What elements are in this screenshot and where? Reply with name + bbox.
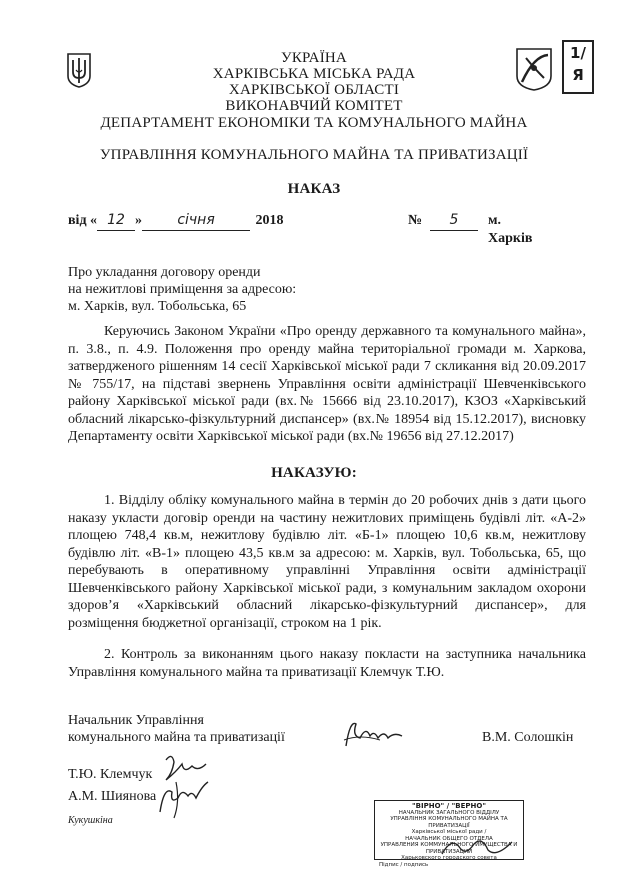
order-item-1: 1. Відділу обліку комунального майна в термін до 20 робочих днів з дати цього наказу укласти договір оренди на частину нежитлових приміщень будівлі літ. «А-2» площею 748,4 кв.м, нежитлову будівлю літ. «Б-1» площею 10,6 кв.м, нежитлову будівлю літ. «В-1» площею 43,5 кв.м за адресою: м. Харків, вул. Тобольська, 65, що перебувають в оперативному управлінні Управління освіти адміністрації Шевченківського району Харківської міської ради, з комунальним закладом охорони здоров’я «Харківський обласний лікарсько-фізкультурний диспансер», для розміщення бюджетної організації, строком на 1 рік. bbox=[68, 493, 586, 631]
stamp-line-4: НАЧАЛЬНИК ОБЩЕГО ОТДЕЛА bbox=[405, 835, 493, 842]
order-number: 5 bbox=[430, 212, 478, 231]
stamp-signature-label: Підпис / подпись bbox=[379, 861, 429, 868]
approval-name-1: Т.Ю. Клемчук bbox=[68, 767, 153, 782]
subject-line-3: м. Харків, вул. Тобольська, 65 bbox=[68, 299, 247, 314]
subject-line-2: на нежитлові приміщення за адресою: bbox=[68, 282, 297, 297]
header-department: ДЕПАРТАМЕНТ ЕКОНОМІКИ ТА КОМУНАЛЬНОГО МАЙНА bbox=[100, 115, 528, 131]
stamp-line-5: УПРАВЛЕНИЯ КОММУНАЛЬНОГО ИМУЩЕСТВА И ПРИВАТИЗАЦИИ bbox=[380, 842, 518, 855]
preamble-paragraph: Керуючись Законом України «Про оренду державного та комунального майна», п. 3.8., п. 4.9. Положення про оренду майна територіальної громади м. Харкова, затвердженого рішенням 14 сесії Харківської міської ради 7 скликання від 20.09.2017 № 755/17, на підставі звернень Управління освіти адміністрації Шевченківського району Харківської міської ради (вх.№ 15666 від 23.10.2017), КЗОЗ «Харківський обласний лікарсько-фізкультурний диспансер» (вх.№ 18954 від 15.12.2017), висновку Департаменту освіти Харківської міської ради (вх.№ 19656 від 27.12.2017) bbox=[68, 324, 586, 444]
stamp-line-6: Харьковского городского совета bbox=[401, 855, 497, 861]
date-prefix: від « bbox=[68, 213, 98, 228]
header-city-council: ХАРКІВСЬКА МІСЬКА РАДА bbox=[212, 66, 416, 82]
stamp-line-2: УПРАВЛІННЯ КОМУНАЛЬНОГО МАЙНА ТА ПРИВАТИЗАЦІЇ bbox=[390, 816, 508, 829]
subject-line-1: Про укладання договору оренди bbox=[68, 265, 261, 280]
signatory-position-line-1: Начальник Управління bbox=[68, 713, 204, 728]
order-item-2: 2. Контроль за виконанням цього наказу покласти на заступника начальника Управління комунального майна та приватизації Клемчук Т.Ю. bbox=[68, 647, 586, 680]
header-office: УПРАВЛІННЯ КОМУНАЛЬНОГО МАЙНА ТА ПРИВАТИЗАЦІЇ bbox=[99, 147, 529, 163]
date-day: 12 bbox=[97, 212, 135, 231]
head-signature-icon bbox=[340, 716, 410, 752]
approval-signatures-icon bbox=[152, 752, 216, 822]
document-type: НАКАЗ bbox=[287, 181, 341, 197]
registration-mark-top: 1/ bbox=[570, 44, 586, 62]
number-label: № bbox=[408, 213, 423, 228]
order-heading: НАКАЗУЮ: bbox=[271, 465, 357, 481]
stamp-line-3: Харківської міської ради / bbox=[411, 829, 487, 835]
date-month: січня bbox=[142, 212, 250, 231]
stamp-title: "ВІРНО" / "ВЕРНО" bbox=[412, 802, 486, 810]
date-mid: » bbox=[135, 213, 143, 228]
header-country: УКРАЇНА bbox=[281, 50, 347, 66]
city-name: м. Харків bbox=[488, 213, 533, 246]
approval-name-2: А.М. Шиянова bbox=[68, 789, 157, 804]
executor-name: Кукушкіна bbox=[68, 815, 113, 826]
date-line bbox=[68, 212, 548, 246]
stamp-signature-icon bbox=[438, 832, 518, 862]
registration-mark-bottom: Я bbox=[572, 66, 584, 84]
date-year: 2018 bbox=[255, 213, 284, 228]
stamp-line-1: НАЧАЛЬНИК ЗАГАЛЬНОГО ВІДДІЛУ bbox=[398, 809, 500, 816]
header-region: ХАРКІВСЬКОЇ ОБЛАСТІ bbox=[228, 82, 400, 98]
signatory-position-line-2: комунального майна та приватизації bbox=[68, 730, 285, 745]
header-executive-committee: ВИКОНАВЧИЙ КОМІТЕТ bbox=[225, 98, 403, 114]
signatory-name: В.М. Солошкін bbox=[482, 730, 574, 745]
